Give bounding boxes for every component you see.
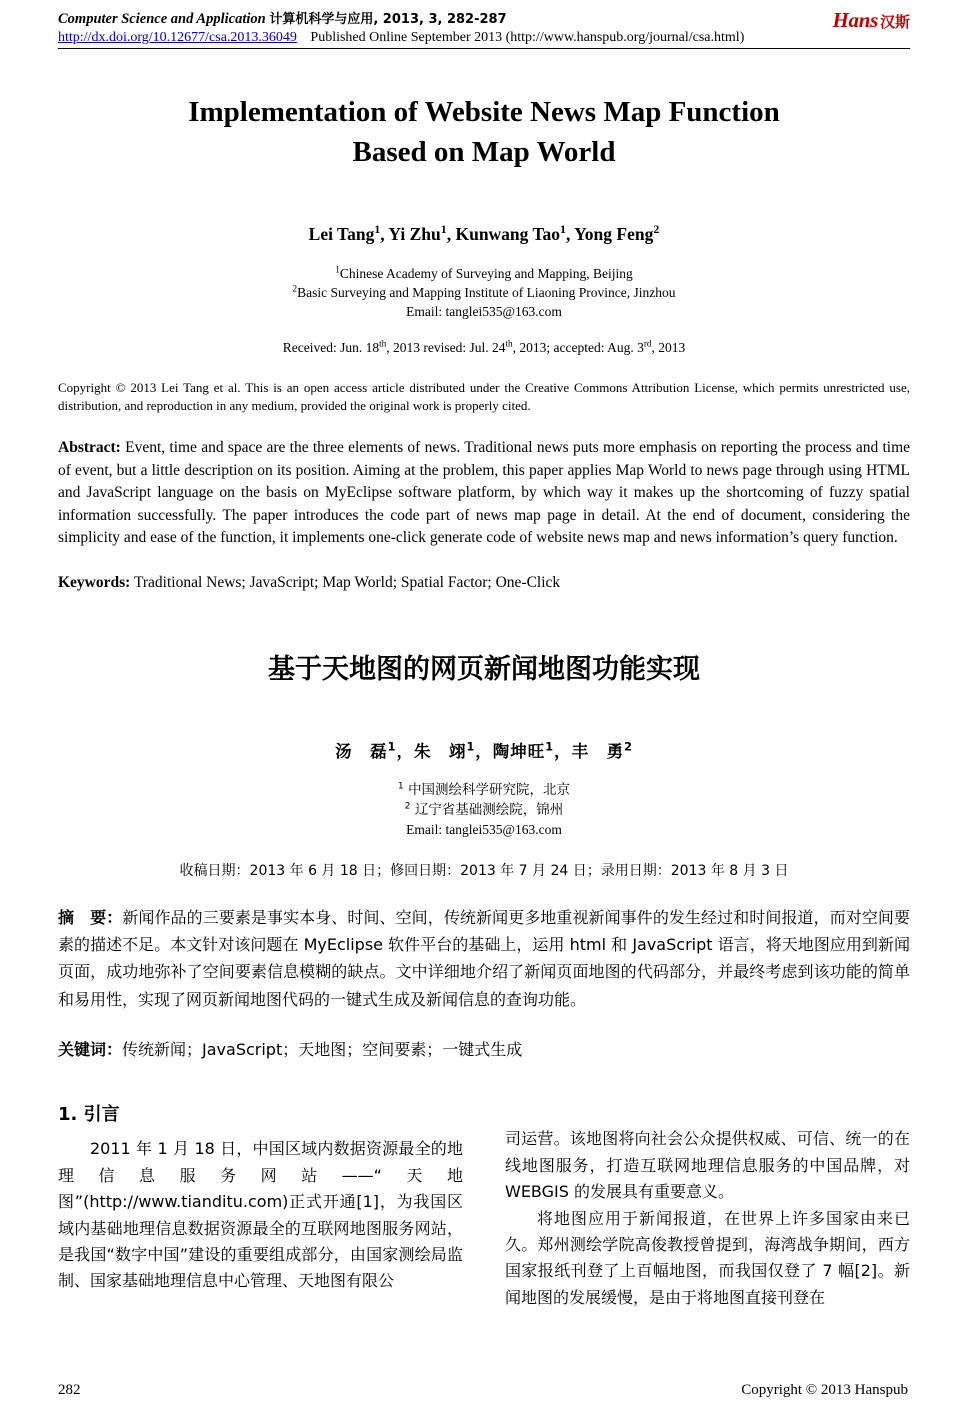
body-paragraph-right-1: 司运营。该地图将向社会公众提供权威、可信、统一的在线地图服务，打造互联网地理信息服务的中国品牌，对 WEBGIS 的发展具有重要意义。 — [505, 1129, 910, 1202]
abstract-cn — [58, 904, 910, 1013]
keywords-cn-text: 传统新闻；JavaScript；天地图；空间要素；一键式生成 — [122, 1039, 523, 1059]
authors-en: Lei Tang$^1$, Yi Zhu$^1$, Kunwang Tao$^1$, Yong Feng$^2$ — [308, 221, 660, 244]
published-online-text: Published Online September 2013 (http://www.hanspub.org/journal/csa.html) — [310, 30, 745, 46]
authors-cn: 汤 磊$^1$，朱 翊$^1$，陶坤旺$^1$，丰 勇$^2$ — [335, 740, 633, 762]
hanspub-logo-cn: 汉斯 — [879, 13, 910, 31]
page-content — [58, 10, 910, 1311]
abstract-cn-label: 摘 要： — [58, 907, 123, 927]
abstract-en — [58, 437, 910, 549]
journal-header-line-1 — [58, 10, 910, 28]
doi-link[interactable]: http://dx.doi.org/10.12677/csa.2013.36049 — [58, 30, 297, 46]
body-column-right — [505, 1126, 910, 1311]
abstract-en-label: Abstract: — [58, 439, 121, 457]
abstract-cn-text: 新闻作品的三要素是事实本身、时间、空间，传统新闻更多地重视新闻事件的发生经过和时间报道，而对空间要素的描述不足。本文针对该问题在 MyEclipse 软件平台的基础上，运用 html 和 JavaScript 语言，将天地图应用到新闻页面，成功地弥补了空间要素信息模糊的缺点。文中详细地介绍了新闻页面地图的代码部分，并最终考虑到该功能的简单和易用性，实现了网页新闻地图代码的一键式生成及新闻信息的查询功能。 — [58, 907, 910, 1009]
affiliation-en-2: $^2$Basic Surveying and Mapping Institute of Liaoning Province, Jinzhou — [292, 283, 676, 300]
dates-en: Received: Jun. 18th, 2013 revised: Jul. 24th, 2013; accepted: Aug. 3rd, 2013 — [282, 338, 686, 356]
section-heading-1: 1. 引言 — [58, 1104, 120, 1126]
page-number: 282 — [58, 1382, 81, 1398]
body-paragraph-left-1: 2011 年 1 月 18 日，中国区域内数据资源最全的地理信息服务网站——“天地图”(http://www.tianditu.com)正式开通[1]，为我国区域内基础地理信息数据资源最全的互联网地图服务网站，是我国“数字中国”建设的重要组成部分，由国家测绘局监制、国家基础地理信息中心管理、天地图有限公 — [58, 1139, 463, 1291]
affiliation-en-1: $^1$Chinese Academy of Surveying and Mapping, Beijing — [335, 264, 633, 281]
paper-title-en-line-2: Based on Map World — [352, 135, 616, 168]
hanspub-logo — [832, 8, 910, 33]
keywords-cn-label: 关键词： — [58, 1039, 123, 1059]
body-paragraph-right-2: 将地图应用于新闻报道，在世界上许多国家由来已久。郑州测绘学院高俊教授曾提到，海湾战争期间，西方国家报纸刊登了上百幅地图，而我国仅登了 7 幅[2]。新闻地图的发展缓慢，是由于将地图直接刊登在 — [505, 1208, 910, 1307]
paper-title-en — [58, 93, 910, 171]
body-columns — [58, 1126, 910, 1311]
affiliation-cn-2: $^2$ 辽宁省基础测绘院，锦州 — [404, 800, 564, 818]
affiliations-cn — [58, 781, 910, 840]
page-footer — [58, 1382, 908, 1399]
keywords-en — [58, 572, 910, 594]
abstract-en-text: Event, time and space are the three elements of news. Traditional news puts more emphasis on reporting the process and time of event, but a little description on its position. Aiming at the problem, this paper applies Map World to news page through using HTML and JavaScript language on the basis on MyEclipse software platform, by which way it makes up the shortcoming of fuzzy spatial information successfully. The paper introduces the code part of news map page in detail. At the end of document, considering the simplicity and ease of the function, it implements one-click generate code of website news map and news information’s query function. — [58, 439, 911, 547]
email-line-en: Email: tanglei535@163.com — [406, 303, 562, 319]
journal-title-cn: 计算机科学与应用, 2013, 3, 282-287 — [269, 12, 507, 27]
journal-header — [58, 10, 910, 49]
dates-cn: 收稿日期：2013 年 6 月 18 日；修回日期：2013 年 7 月 24 日；录用日期：2013 年 8 月 3 日 — [179, 862, 789, 879]
affiliation-cn-1: $^1$ 中国测绘科学研究院，北京 — [397, 780, 571, 799]
keywords-en-label: Keywords: — [58, 573, 131, 591]
footer-copyright: Copyright © 2013 Hanspub — [741, 1382, 908, 1398]
email-line-cn: Email: tanglei535@163.com — [406, 822, 562, 838]
copyright-note: Copyright © 2013 Lei Tang et al. This is an open access article distributed under the Creative Commons Attribution License, which permits unrestricted use, distribution, and reproduction in any medium, provided the original work is properly cited. — [58, 380, 910, 413]
paper-title-en-line-1: Implementation of Website News Map Function — [188, 96, 780, 129]
journal-title-en: Computer Science and Application — [58, 11, 266, 27]
paper-title-cn: 基于天地图的网页新闻地图功能实现 — [268, 654, 700, 686]
keywords-cn — [58, 1037, 910, 1063]
keywords-en-text: Traditional News; JavaScript; Map World; Spatial Factor; One-Click — [133, 573, 561, 591]
journal-header-line-2 — [58, 29, 910, 47]
affiliations-en — [58, 265, 910, 322]
body-column-left — [58, 1136, 463, 1311]
hanspub-logo-en: Hans — [832, 8, 878, 32]
